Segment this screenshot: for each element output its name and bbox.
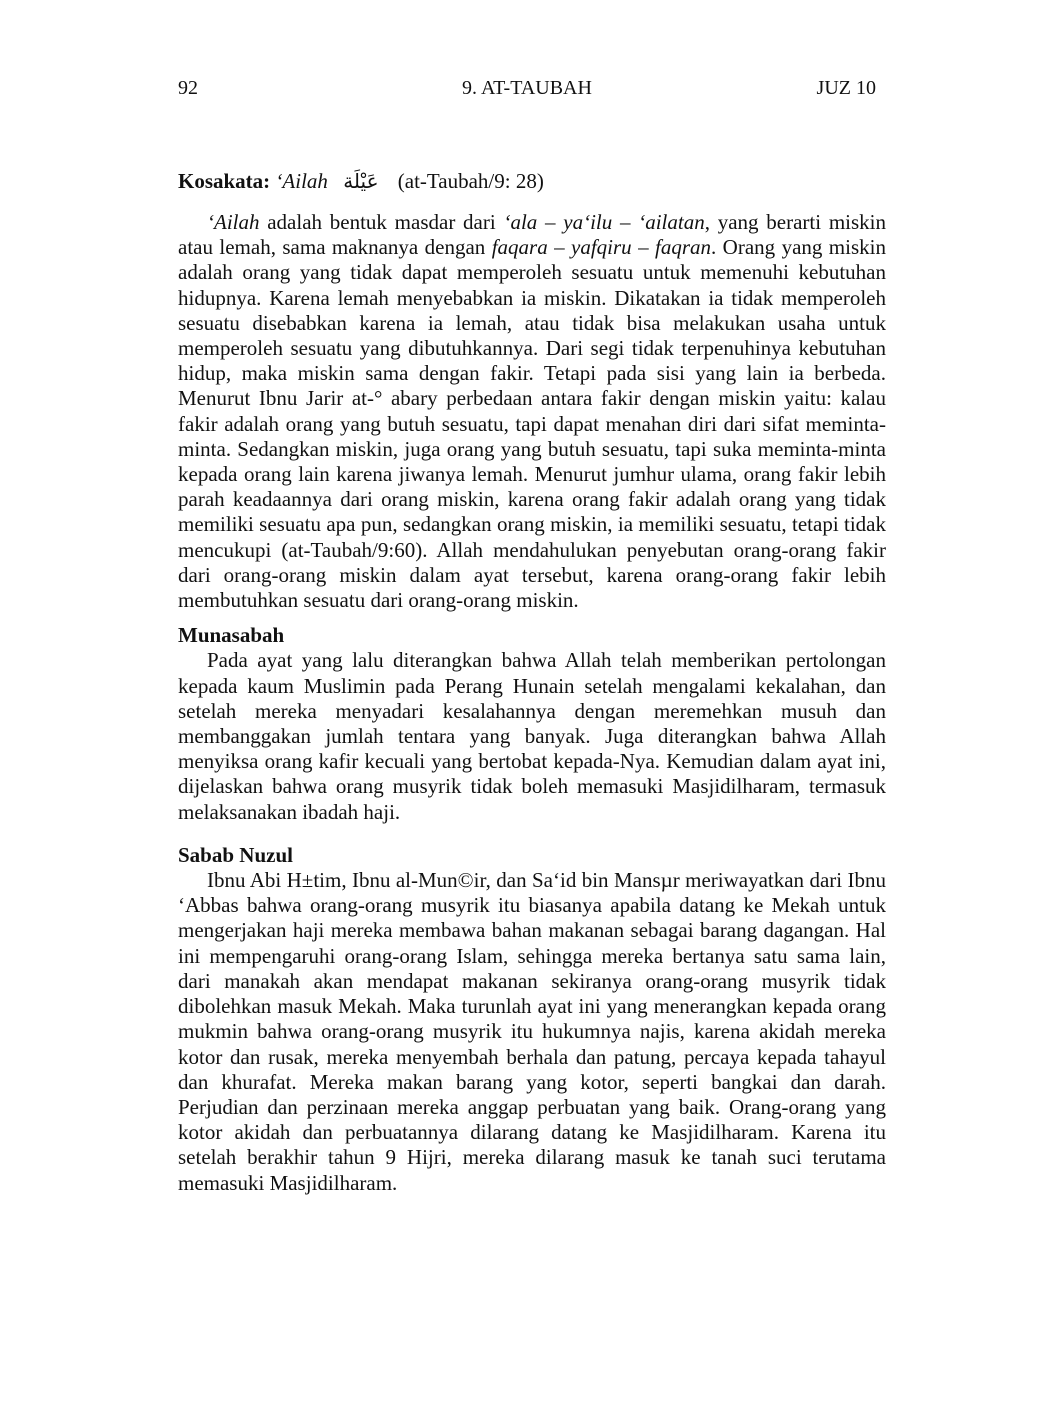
para-text: , yang berarti miskin atau lemah, sama maknanya dengan <box>178 210 887 260</box>
para-conjugation-2: faqara – yafqiru – faqran <box>491 235 712 260</box>
kosakata-arabic: عَيْلَة <box>343 169 379 193</box>
sabab-nuzul-paragraph: Ibnu Abi H±tim, Ibnu al-Mun©ir, dan Sa‘id bin Mansµr meriwayatkan dari Ibnu ‘Abbas bahwa orang-orang musyrik itu biasanya apabila datang ke Mekah untuk mengerjakan haji mereka membawa bahan makanan sebagai barang dagangan. Hal ini mempengaruhi orang-orang Islam, sehingga mereka bertanya satu sama lain, dari manakah akan mendapat makanan sekiranya orang-orang musyrik tidak dibolehkan masuk Mekah. Maka turunlah ayat ini yang menerangkan kepada orang mukmin bahwa orang-orang musyrik itu hukumnya najis, karena akidah mereka kotor dan rusak, mereka menyembah berhala dan patung, percaya kepada tahayul dan khurafat. Mereka makan barang yang kotor, seperti bangkai dan darah. Perjudian dan perzinaan mereka anggap perbuatan yang baik. Orang-orang yang kotor akidah dan perbuatannya dilarang datang ke Masjidilharam. Karena itu setelah berakhir tahun 9 Hijri, mereka dilarang masuk ke tanah suci terutama memasuki Masjidilharam. <box>178 868 886 1195</box>
munasabah-heading: Munasabah <box>178 623 285 648</box>
sabab-nuzul-heading: Sabab Nuzul <box>178 842 293 867</box>
kosakata-term: ‘Ailah <box>275 169 328 193</box>
kosakata-reference: (at-Taubah/9: 28) <box>397 169 544 193</box>
para-conjugation-1: ‘ala – ya‘ilu – ‘ailatan <box>503 210 705 234</box>
para-text: . Orang yang miskin adalah orang yang tidak dapat memperoleh sesuatu untuk memenuhi kebutuhan hidupnya. Karena lemah menyebabkan ia miskin. Dikatakan ia tidak memperoleh sesuatu disebabkan karena ia lemah, atau tidak bisa melakukan usaha untuk memperoleh sesuatu yang dibutuhkannya. Dari segi tidak terpenuhinya kebutuhan hidup, maka miskin sama dengan fakir. Tetapi pada sisi yang lain ia berbeda. Menurut Ibnu Jarir at-° abary perbedaan antara fakir dengan miskin yaitu: kalau fakir adalah orang yang butuh sesuatu, tapi dapat menahan diri dari sifat meminta-minta. Sedangkan miskin, juga orang yang butuh sesuatu, tapi suka meminta-minta kepada orang lain karena jiwanya lemah. Menurut jumhur ulama, orang fakir lebih parah keadaannya dari orang miskin, karena orang fakir adalah orang yang tidak memiliki sesuatu apa pun, sedangkan orang miskin, ia memiliki sesuatu, tetapi tidak mencukupi (at-Taubah/9:60). Allah mendahulukan penyebutan orang-orang fakir dari orang-orang miskin dalam ayat tersebut, karena orang-orang fakir lebih membutuhkan sesuatu dari orang-orang miskin. <box>178 235 886 613</box>
para-text: adalah bentuk masdar dari <box>259 210 504 234</box>
page-header <box>178 74 876 102</box>
kosakata-paragraph <box>178 210 886 613</box>
page-content <box>178 166 886 1196</box>
munasabah-paragraph: Pada ayat yang lalu diterangkan bahwa Allah telah memberikan pertolongan kepada kaum Muslimin pada Perang Hunain setelah mengalami kekalahan, dan setelah mereka menyadari kesalahannya dengan meremehkan musuh dan membanggakan jumlah tentara yang banyak. Juga diterangkan bahwa Allah menyiksa orang kafir kecuali yang bertobat kepada-Nya. Kemudian dalam ayat ini, dijelaskan bahwa orang musyrik tidak boleh memasuki Masjidilharam, termasuk melaksanakan ibadah haji. <box>178 648 886 824</box>
kosakata-heading <box>178 166 886 196</box>
kosakata-label: Kosakata: <box>178 169 271 193</box>
chapter-title: 9. AT-TAUBAH <box>462 77 592 99</box>
juz-label: JUZ 10 <box>816 77 876 99</box>
para-term: ‘Ailah <box>207 210 260 234</box>
page-number: 92 <box>178 77 198 99</box>
